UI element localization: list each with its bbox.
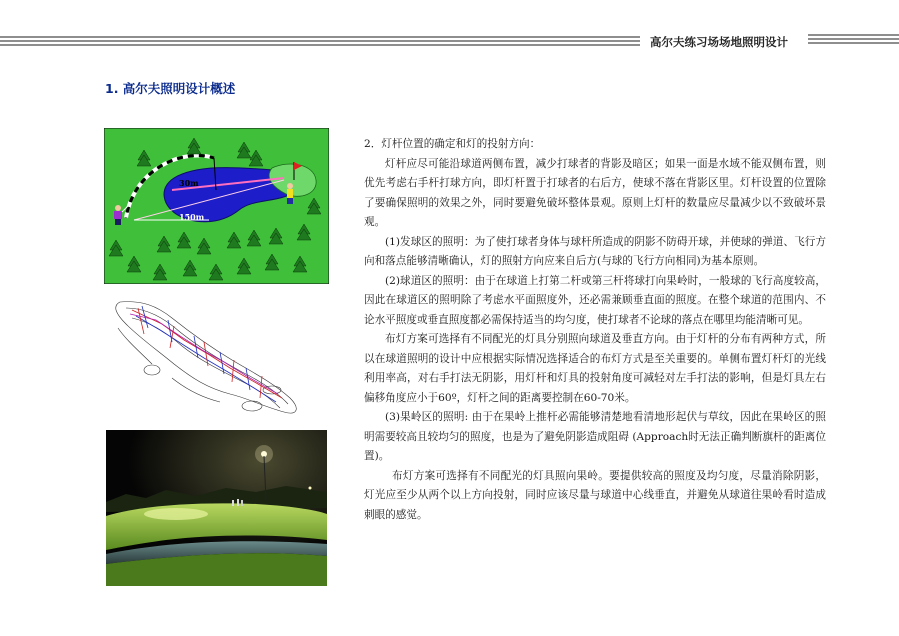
header-rule-line [808,38,899,40]
paragraph: (3)果岭区的照明: 由于在果岭上推杆必需能够清楚地看清地形起伏与草纹，因此在果岭区的照明需要较高且较均匀的照度，也是为了避免阴影造成阻碍 (Approach时无法正确判断旗杆的距离位置)。 [364,411,826,462]
paragraph: 布灯方案可选择有不同配光的灯具照向果岭。要提供较高的照度及均匀度，尽量消除阴影，灯光应至少从两个以上方向投射，同时应该尽量与球道中心线垂直，并避免从球道往果岭看时造成刺眼的感觉。 [364,469,826,521]
paragraph: (2)球道区的照明：由于在球道上打第二杆或第三杆将球打向果岭时，一般球的飞行高度较高，因此在球道区的照明除了考虑水平面照度外，还必需兼顾垂直面的照度。在整个球道的范围内、不论水平照度或垂直照度都必需保持适当的均匀度，使打球者不论球的落点在哪里均能清晰可见。 [364,274,826,326]
header-title: 高尔夫练习场场地照明设计 [650,35,788,49]
header-rule-line [0,36,640,38]
section-title: 1. 高尔夫照明设计概述 [105,81,236,96]
night-golf-lighting-photo [106,430,327,586]
body-text [364,135,826,525]
header-rule-line [0,44,640,46]
subsection-heading: 2．灯杆位置的确定和灯的投射方向： [364,138,541,150]
header-rule-line [808,42,899,44]
paragraph: 灯杆应尽可能沿球道两侧布置，减少打球者的背影及暗区；如果一面是水域不能双侧布置，则优先考虑右手杆打球方向，即灯杆置于打球者的右后方，使球不落在背影区里。灯杆设置的位置除了要确保照明的效果之外，同时要避免破坏整体景观。原则上灯杆的数量应尽量减少以不致破坏景观。 [364,157,826,228]
paragraph: (1)发球区的照明：为了使打球者身体与球杆所造成的阴影不防碍开球，并使球的弹道、飞行方向和落点能够清晰确认，灯的照射方向应来自后方(与球的飞行方向相同)为基本原则。 [364,235,826,267]
course-plan-diagram [112,298,312,420]
paragraph: 布灯方案可选择有不同配光的灯具分别照向球道及垂直方向。由于灯杆的分布有两种方式，所以在球道照明的设计中应根据实际情况选择适合的布灯方式是至关重要的。单侧布置灯杆灯的光线利用率高，对右手打法无阴影，用灯杆和灯具的投射角度可减轻对左手打法的影响，但是灯具左右偏移角度应小于60º，灯杆之间的距离要控制在60-70米。 [364,333,826,404]
distance-label-150m: 150m [179,212,205,222]
golfer-icon [287,183,293,204]
header-rule-line [0,40,640,42]
distance-label-30m: 30m [179,178,199,188]
header-rule-line [808,34,899,36]
course-illustration [104,128,329,284]
